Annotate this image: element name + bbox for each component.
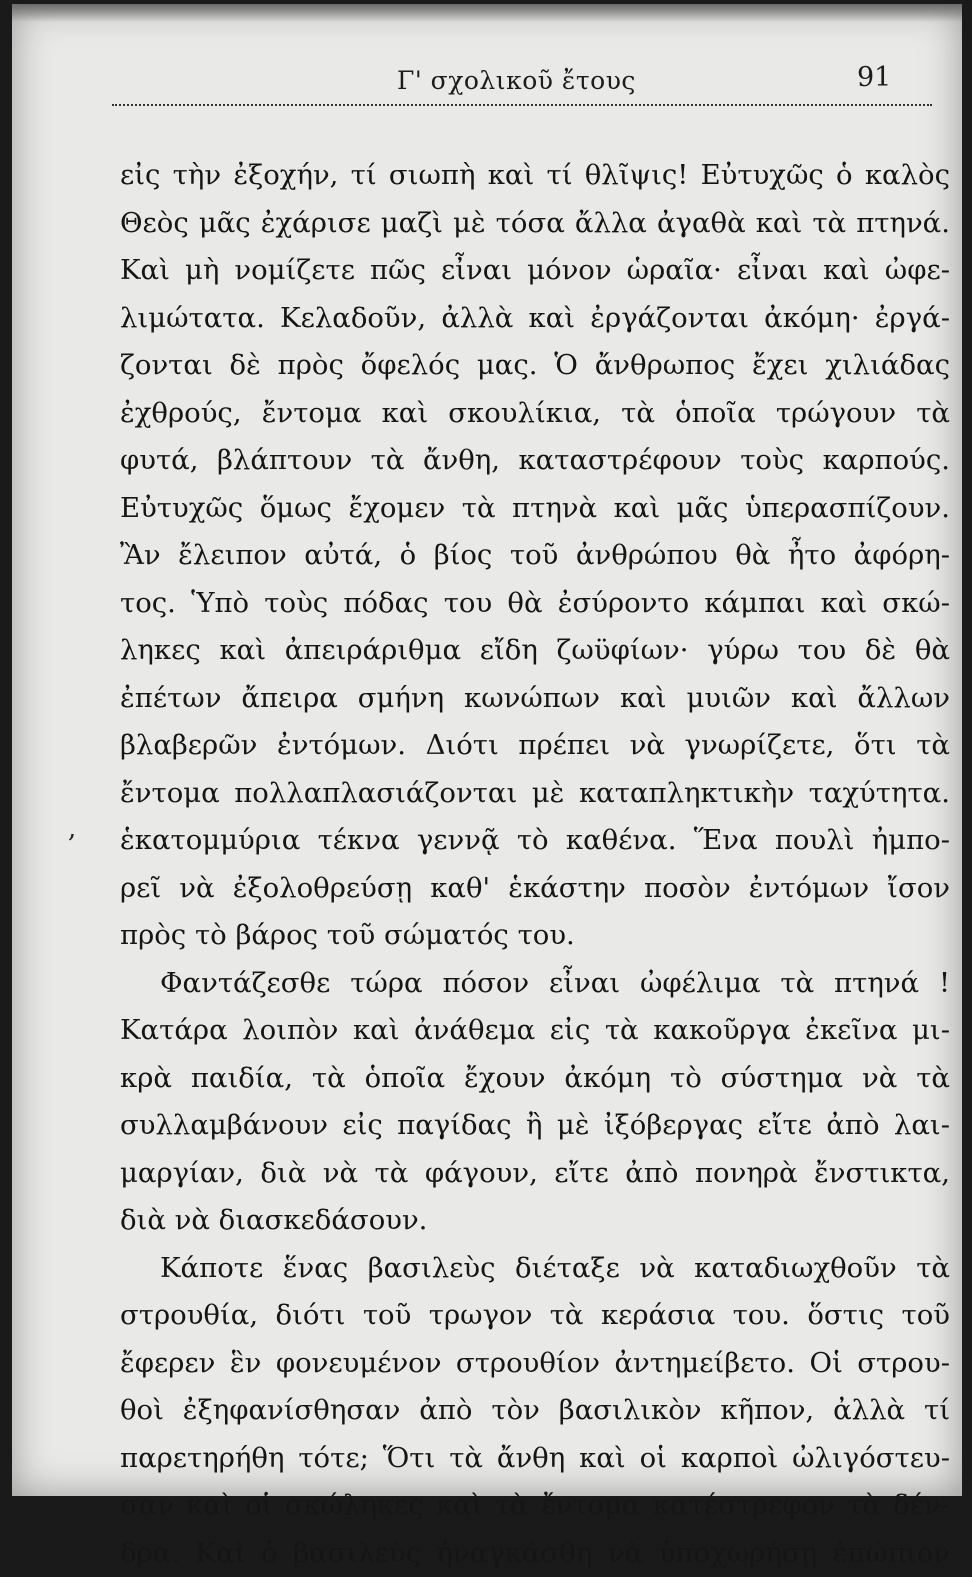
- text-line: ἑκατομμύρια τέκνα γεννᾷ τὸ καθένα. Ἕνα πουλὶ ἠμπο-: [120, 817, 950, 865]
- text-line: δρα. Καὶ ὁ βασιλεὺς ἠναγκάσθη νὰ ὑποχωρήσῃ ἐπώπιον: [120, 1530, 950, 1577]
- book-page: [12, 4, 962, 1496]
- text-line: παρετηρήθη τότε; Ὅτι τὰ ἄνθη καὶ οἱ καρποὶ ὠλιγόστευ-: [120, 1435, 950, 1483]
- text-line: ληκες καὶ ἀπειράριθμα εἴδη ζωϋφίων· γύρω του δὲ θὰ: [120, 627, 950, 675]
- text-line: μαργίαν, διὰ νὰ τὰ φάγουν, εἴτε ἀπὸ πονηρὰ ἔνστικτα,: [120, 1150, 950, 1198]
- page-header: [12, 62, 962, 102]
- body-text: [120, 152, 950, 1577]
- text-line: ἔντομα πολλαπλασιάζονται μὲ καταπληκτικὴν ταχύτητα.: [120, 770, 950, 818]
- text-line: πρὸς τὸ βάρος τοῦ σώματός του.: [120, 912, 950, 960]
- text-line: Καὶ μὴ νομίζετε πῶς εἶναι μόνον ὡραῖα· εἶναι καὶ ὠφε-: [120, 247, 950, 295]
- text-line: θοὶ ἐξηφανίσθησαν ἀπὸ τὸν βασιλικὸν κῆπον, ἀλλὰ τί: [120, 1387, 950, 1435]
- page-top-shadow: [12, 4, 962, 22]
- page-number: 91: [857, 62, 891, 93]
- text-line: στρουθία, διότι τοῦ τρωγον τὰ κεράσια του. ὅστις τοῦ: [120, 1292, 950, 1340]
- text-line: συλλαμβάνουν εἰς παγίδας ἢ μὲ ἰξόβεργας εἴτε ἀπὸ λαι-: [120, 1102, 950, 1150]
- text-line: κρὰ παιδία, τὰ ὁποῖα ἔχουν ἀκόμη τὸ σύστημα νὰ τὰ: [120, 1055, 950, 1103]
- text-line: λιμώτατα. Κελαδοῦν, ἀλλὰ καὶ ἐργάζονται ἀκόμη· ἐργά-: [120, 295, 950, 343]
- text-line: Φαντάζεσθε τώρα πόσον εἶναι ὠφέλιμα τὰ πτηνά !: [120, 960, 950, 1008]
- text-line: εἰς τὴν ἐξοχήν, τί σιωπὴ καὶ τί θλῖψις! Εὐτυχῶς ὁ καλὸς: [120, 152, 950, 200]
- text-line: διὰ νὰ διασκεδάσουν.: [120, 1197, 950, 1245]
- text-line: ρεῖ νὰ ἐξολοθρεύσῃ καθ' ἑκάστην ποσὸν ἐντόμων ἴσον: [120, 865, 950, 913]
- text-line: Κατάρα λοιπὸν καὶ ἀνάθεμα εἰς τὰ κακοῦργα ἐκεῖνα μι-: [120, 1007, 950, 1055]
- header-dotted-rule: [112, 104, 932, 106]
- text-line: ἔφερεν ἓν φονευμένον στρουθίον ἀντημείβετο. Οἱ στρου-: [120, 1340, 950, 1388]
- text-line: Θεὸς μᾶς ἐχάρισε μαζὶ μὲ τόσα ἄλλα ἀγαθὰ καὶ τὰ πτηνά.: [120, 200, 950, 248]
- text-line: σαν καὶ οἱ σκώληκες καὶ τὰ ἔντομα κατέστρεφον τὰ δέν-: [120, 1482, 950, 1530]
- text-line: ζονται δὲ πρὸς ὄφελός μας. Ὁ ἄνθρωπος ἔχει χιλιάδας: [120, 342, 950, 390]
- text-line: τος. Ὑπὸ τοὺς πόδας του θὰ ἐσύροντο κάμπαι καὶ σκώ-: [120, 580, 950, 628]
- text-line: Εὐτυχῶς ὅμως ἔχομεν τὰ πτηνὰ καὶ μᾶς ὑπερασπίζουν.: [120, 485, 950, 533]
- text-line: Ἂν ἔλειπον αὐτά, ὁ βίος τοῦ ἀνθρώπου θὰ ἦτο ἀφόρη-: [120, 532, 950, 580]
- text-line: ἐχθρούς, ἔντομα καὶ σκουλίκια, τὰ ὁποῖα τρώγουν τὰ: [120, 390, 950, 438]
- text-line: Κάποτε ἕνας βασιλεὺς διέταξε νὰ καταδιωχθοῦν τὰ: [120, 1245, 950, 1293]
- margin-mark: ,: [68, 814, 76, 844]
- running-title: Γ' σχολικοῦ ἔτους: [397, 66, 636, 95]
- text-line: φυτά, βλάπτουν τὰ ἄνθη, καταστρέφουν τοὺς καρπούς.: [120, 437, 950, 485]
- text-line: βλαβερῶν ἐντόμων. Διότι πρέπει νὰ γνωρίζετε, ὅτι τὰ: [120, 722, 950, 770]
- text-line: ἐπέτων ἄπειρα σμήνη κωνώπων καὶ μυιῶν καὶ ἄλλων: [120, 675, 950, 723]
